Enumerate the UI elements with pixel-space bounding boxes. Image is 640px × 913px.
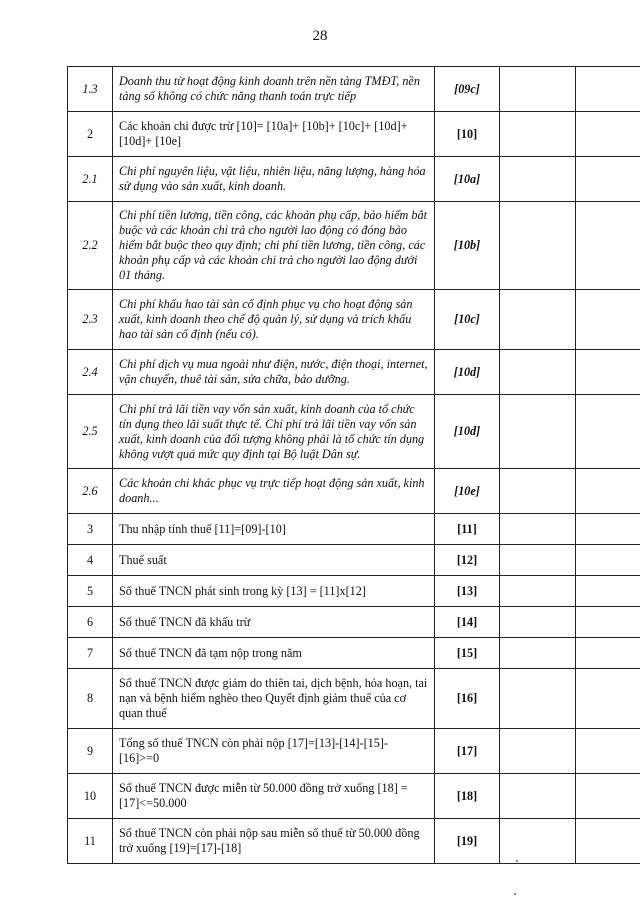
row-number: 9: [68, 729, 113, 774]
value-cell-1: [500, 112, 576, 157]
row-description: Thuế suất: [113, 545, 435, 576]
table-row: [68, 576, 640, 607]
row-code: [19]: [435, 819, 500, 864]
value-cell-2: [576, 157, 640, 202]
table-row: [68, 350, 640, 395]
value-cell-1: [500, 638, 576, 669]
value-cell-2: [576, 774, 640, 819]
value-cell-2: [576, 514, 640, 545]
value-cell-2: [576, 350, 640, 395]
value-cell-2: [576, 469, 640, 514]
value-cell-1: [500, 350, 576, 395]
table-row: [68, 202, 640, 290]
value-cell-1: [500, 202, 576, 290]
scan-speck: [516, 860, 518, 862]
row-description: Số thuế TNCN còn phải nộp sau miễn số thuế từ 50.000 đồng trở xuống [19]=[17]-[18]: [113, 819, 435, 864]
value-cell-2: [576, 576, 640, 607]
row-code: [15]: [435, 638, 500, 669]
row-code: [09c]: [435, 67, 500, 112]
row-number: 2.5: [68, 395, 113, 469]
row-number: 11: [68, 819, 113, 864]
row-code: [10b]: [435, 202, 500, 290]
table-row: [68, 157, 640, 202]
row-description: Số thuế TNCN phát sinh trong kỳ [13] = [11]x[12]: [113, 576, 435, 607]
row-number: 2.1: [68, 157, 113, 202]
row-number: 2: [68, 112, 113, 157]
row-description: Thu nhập tính thuế [11]=[09]-[10]: [113, 514, 435, 545]
value-cell-2: [576, 395, 640, 469]
table-row: [68, 638, 640, 669]
row-code: [14]: [435, 607, 500, 638]
row-description: Doanh thu từ hoạt động kinh doanh trên nền tảng TMĐT, nền tảng số không có chức năng thanh toán trực tiếp: [113, 67, 435, 112]
row-description: Các khoản chi khác phục vụ trực tiếp hoạt động sản xuất, kinh doanh...: [113, 469, 435, 514]
value-cell-2: [576, 638, 640, 669]
table-row: [68, 669, 640, 729]
row-number: 2.3: [68, 290, 113, 350]
table-row: [68, 545, 640, 576]
row-number: 1.3: [68, 67, 113, 112]
row-number: 7: [68, 638, 113, 669]
row-number: 2.6: [68, 469, 113, 514]
table-row: [68, 514, 640, 545]
row-code: [10e]: [435, 469, 500, 514]
row-description: Số thuế TNCN đã khấu trừ: [113, 607, 435, 638]
row-code: [13]: [435, 576, 500, 607]
row-number: 4: [68, 545, 113, 576]
row-description: Chi phí nguyên liệu, vật liệu, nhiên liệu, năng lượng, hàng hóa sử dụng vào sản xuất, kinh doanh.: [113, 157, 435, 202]
value-cell-1: [500, 576, 576, 607]
row-code: [10d]: [435, 395, 500, 469]
value-cell-1: [500, 669, 576, 729]
row-number: 5: [68, 576, 113, 607]
tax-declaration-table: [67, 66, 640, 864]
row-description: Số thuế TNCN đã tạm nộp trong năm: [113, 638, 435, 669]
table-row: [68, 67, 640, 112]
value-cell-1: [500, 395, 576, 469]
value-cell-2: [576, 202, 640, 290]
row-description: Chi phí khấu hao tài sản cố định phục vụ cho hoạt động sản xuất, kinh doanh theo chế độ quản lý, sử dụng và trích khấu hao tài sản cố định (nếu có).: [113, 290, 435, 350]
value-cell-2: [576, 112, 640, 157]
row-description: Số thuế TNCN được giảm do thiên tai, dịch bệnh, hỏa hoạn, tai nạn và bệnh hiểm nghèo theo Quyết định giảm thuế của cơ quan thuế: [113, 669, 435, 729]
row-description: Số thuế TNCN được miễn từ 50.000 đồng trở xuống [18] = [17]<=50.000: [113, 774, 435, 819]
row-code: [10a]: [435, 157, 500, 202]
value-cell-1: [500, 774, 576, 819]
table-row: [68, 112, 640, 157]
value-cell-2: [576, 819, 640, 864]
row-description: Tổng số thuế TNCN còn phải nộp [17]=[13]-[14]-[15]-[16]>=0: [113, 729, 435, 774]
row-code: [11]: [435, 514, 500, 545]
row-number: 8: [68, 669, 113, 729]
row-number: 10: [68, 774, 113, 819]
page-number: 28: [312, 28, 328, 44]
row-description: Chi phí dịch vụ mua ngoài như điện, nước, điện thoại, internet, vận chuyển, thuê tài sản, sửa chữa, bảo dưỡng.: [113, 350, 435, 395]
row-code: [16]: [435, 669, 500, 729]
table-row: [68, 395, 640, 469]
value-cell-1: [500, 819, 576, 864]
table-row: [68, 290, 640, 350]
table-row: [68, 729, 640, 774]
table-row: [68, 819, 640, 864]
value-cell-2: [576, 729, 640, 774]
row-code: [10]: [435, 112, 500, 157]
row-number: 2.2: [68, 202, 113, 290]
value-cell-2: [576, 607, 640, 638]
value-cell-1: [500, 290, 576, 350]
row-code: [10c]: [435, 290, 500, 350]
value-cell-2: [576, 67, 640, 112]
row-code: [10d]: [435, 350, 500, 395]
value-cell-1: [500, 469, 576, 514]
row-number: 6: [68, 607, 113, 638]
row-code: [18]: [435, 774, 500, 819]
row-description: Các khoản chi được trừ [10]= [10a]+ [10b]+ [10c]+ [10d]+ [10d]+ [10e]: [113, 112, 435, 157]
table-row: [68, 774, 640, 819]
table-row: [68, 469, 640, 514]
scan-speck: [514, 893, 516, 895]
value-cell-1: [500, 514, 576, 545]
row-description: Chi phí trả lãi tiền vay vốn sản xuất, kinh doanh của tổ chức tín dụng theo lãi suất thực tế. Chi phí trả lãi tiền vay vốn sản xuất, kinh doanh của đối tượng không phải là tổ chức tín dụng không vượt quá mức quy định tại Bộ luật Dân sự.: [113, 395, 435, 469]
row-number: 3: [68, 514, 113, 545]
value-cell-1: [500, 545, 576, 576]
value-cell-2: [576, 545, 640, 576]
value-cell-1: [500, 729, 576, 774]
value-cell-2: [576, 669, 640, 729]
value-cell-1: [500, 157, 576, 202]
row-number: 2.4: [68, 350, 113, 395]
row-description: Chi phí tiền lương, tiền công, các khoản phụ cấp, bảo hiểm bắt buộc và các khoản chi trả cho người lao động có đóng bảo hiểm bắt buộc theo quy định; chi phí tiền lương, tiền công, các khoản phụ cấp và các khoản chi trả cho người lao động dưới 01 tháng.: [113, 202, 435, 290]
table-body: [68, 67, 640, 864]
value-cell-2: [576, 290, 640, 350]
value-cell-1: [500, 67, 576, 112]
value-cell-1: [500, 607, 576, 638]
table-row: [68, 607, 640, 638]
row-code: [12]: [435, 545, 500, 576]
row-code: [17]: [435, 729, 500, 774]
